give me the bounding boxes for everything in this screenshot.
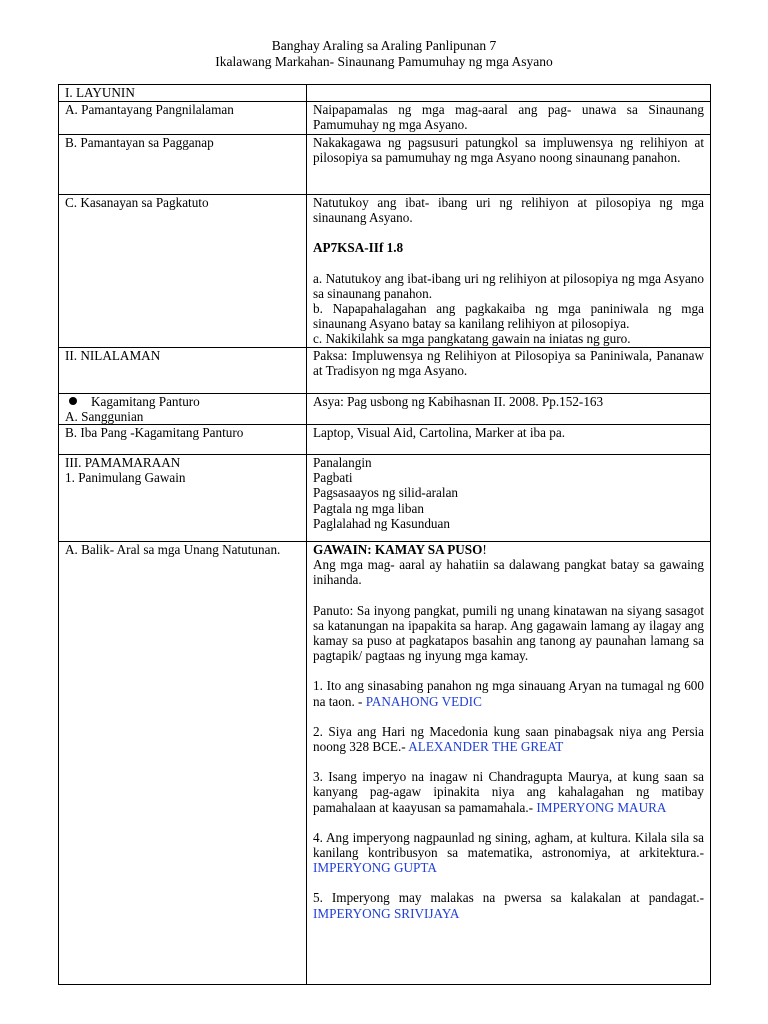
answer-1: PANAHONG VEDIC [365, 693, 482, 709]
document-header [0, 38, 768, 70]
balik-aral-cell [307, 542, 711, 985]
sanggunian-label: A. Sanggunian [65, 408, 144, 424]
list-item: Panalangin [313, 455, 372, 471]
row-pangnilalaman [59, 102, 711, 135]
nilalaman-text: Paksa: Impluwensya ng Relihiyon at Pilosopiya sa Paniniwala, Pananaw at Tradisyon ng mga Asyano. [307, 347, 711, 393]
question-2: 2. Siya ang Hari ng Macedonia kung saan pinabagsak niya ang Persia noong 328 BCE.- ALEXANDER THE GREAT [313, 723, 704, 755]
list-item: Pagtala ng mga liban [313, 500, 424, 516]
layunin-empty [307, 85, 711, 102]
kagamitan-label: Kagamitang Panturo [91, 393, 200, 409]
gawain-panuto: Panuto: Sa inyong pangkat, pumili ng unang kinatawan na siyang sasagot sa katanungan na ipapakita sa harap. Ang gagawain lamang ay ilagay ang kamay sa puso at pagkatapos basahin ang tanong ay paunahan lamang sa pagtapik/ pagtaas ng inyung mga kamay. [313, 602, 704, 664]
pamamaraan-list [307, 455, 711, 542]
document-subtitle: Ikalawang Markahan- Sinaunang Pamumuhay ng mga Asyano [215, 54, 553, 69]
kasanayan-label: C. Kasanayan sa Pagkatuto [59, 195, 307, 348]
document-title: Banghay Araling sa Araling Panlipunan 7 [271, 38, 497, 53]
list-item: Pagsasaayos ng silid-aralan [313, 485, 459, 501]
question-5: 5. Imperyong may malakas na pwersa sa kalakalan at pandagat.- IMPERYONG SRIVIJAYA [313, 890, 704, 921]
pagganap-label: B. Pamantayan sa Pagganap [59, 135, 307, 195]
row-kagamitan [59, 393, 711, 424]
list-item: Pagbati [313, 470, 353, 486]
gawain-title-mark: ! [482, 542, 487, 558]
answer-3: IMPERYONG MAURA [536, 799, 667, 815]
pangnilalaman-label: A. Pamantayang Pangnilalaman [59, 102, 307, 135]
question-3: 3. Isang imperyo na inagaw ni Chandragupta Maurya, at kung saan sa kanyang pag-agaw ipinakita niya ang kahalagahan ng matibay pamahalaan at kaayusan sa pamamahala.- IMPERYONG MAURA [313, 769, 704, 815]
nilalaman-label: II. NILALAMAN [59, 347, 307, 393]
sanggunian-text: Asya: Pag usbong ng Kabihasnan II. 2008. Pp.152-163 [307, 393, 711, 424]
row-pagganap [59, 135, 711, 195]
row-nilalaman [59, 347, 711, 393]
row-pamamaraan [59, 455, 711, 542]
kasanayan-objective-a: a. Natutukoy ang ibat-ibang uri ng relihiyon at pilosopiya ng mga Asyano sa sinaunang panahon. [313, 270, 704, 301]
row-kasanayan [59, 195, 711, 348]
kasanayan-objective-b: b. Napapahalagahan ang pagkakaiba ng mga paniniwala ng mga sinaunang Asyano batay sa kanilang relihiyon at pilosopiya. [313, 301, 704, 332]
kasanayan-cell [307, 195, 711, 348]
list-item: Paglalahad ng Kasunduan [313, 515, 450, 531]
pamamaraan-label: III. PAMAMARAAN [65, 455, 181, 471]
gawain-title: GAWAIN: KAMAY SA PUSO [313, 542, 483, 558]
kagamitan-cell [59, 393, 307, 424]
answer-2: ALEXANDER THE GREAT [408, 739, 564, 755]
gawain-intro: Ang mga mag- aaral ay hahatiin sa dalawang pangkat batay sa gawaing inihanda. [313, 557, 704, 588]
kasanayan-objective-c: c. Nakikilahk sa mga pangkatang gawain na iniatas ng guro. [313, 331, 631, 347]
balik-aral-label: A. Balik- Aral sa mga Unang Natutunan. [59, 542, 307, 985]
question-1: 1. Ito ang sinasabing panahon ng mga sinauang Aryan na tumagal ng 600 na taon. - PANAHONG VEDIC [313, 678, 704, 709]
answer-4: IMPERYONG GUPTA [313, 860, 437, 876]
pangnilalaman-text: Naipapamalas ng mga mag-aaral ang pag- unawa sa Sinaunang Pamumuhay ng mga Asyano. [307, 102, 711, 135]
kasanayan-intro: Natutukoy ang ibat- ibang uri ng relihiyon at pilosopiya ng mga sinaunang Asyano. [313, 195, 704, 226]
bullet-icon [69, 397, 77, 405]
question-4: 4. Ang imperyong nagpaunlad ng sining, agham, at kultura. Kilala sila sa kanilang kontribusyon sa matematika, astronomiya, at arkitektura.- IMPERYONG GUPTA [313, 829, 704, 876]
row-layunin [59, 85, 711, 102]
kasanayan-code: AP7KSA-IIf 1.8 [313, 240, 404, 256]
row-iba-pang [59, 425, 711, 455]
pagganap-text: Nakakagawa ng pagsusuri patungkol sa impluwensya ng relihiyon at pilosopiya sa pamumuhay ng mga Asyano noong sinaunang panahon. [307, 135, 711, 195]
layunin-label: I. LAYUNIN [59, 85, 307, 102]
answer-5: IMPERYONG SRIVIJAYA [313, 905, 460, 921]
row-balik-aral [59, 542, 711, 985]
pamamaraan-cell [59, 455, 307, 542]
lesson-plan-table [58, 84, 711, 985]
iba-pang-text: Laptop, Visual Aid, Cartolina, Marker at iba pa. [307, 425, 711, 455]
iba-pang-label: B. Iba Pang -Kagamitang Panturo [59, 425, 307, 455]
panimulang-gawain-label: 1. Panimulang Gawain [65, 470, 186, 486]
